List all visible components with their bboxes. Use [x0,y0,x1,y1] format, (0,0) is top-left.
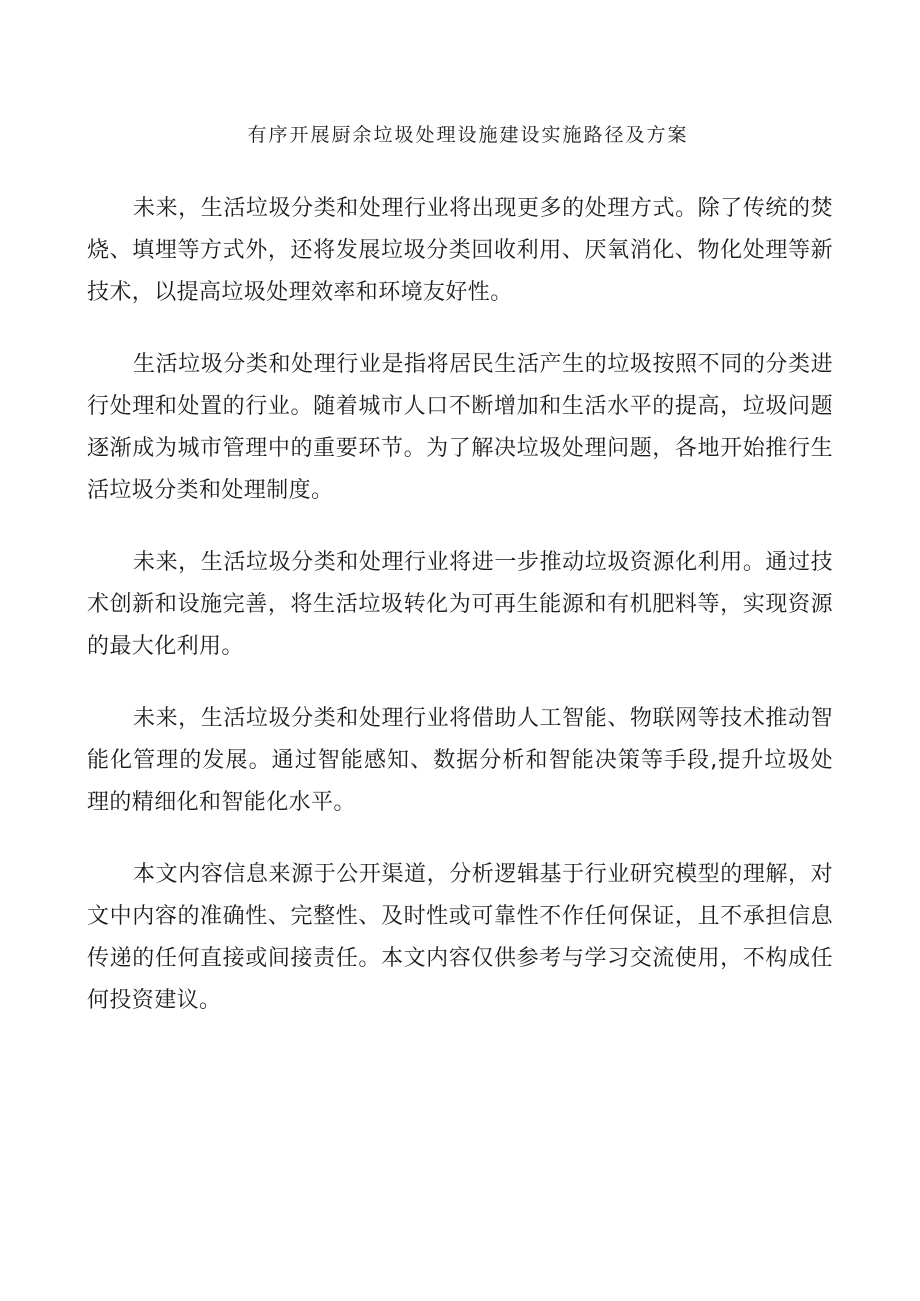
document-page [87,122,833,1052]
paragraph-disclaimer: 本文内容信息来源于公开渠道，分析逻辑基于行业研究模型的理解，对文中内容的准确性、完整性、及时性或可靠性不作任何保证，且不承担信息传递的任何直接或间接责任。本文内容仅供参考与学习交流使用，不构成任何投资建议。 [87,862,833,1013]
paragraph-future-methods: 未来，生活垃圾分类和处理行业将出现更多的处理方式。除了传统的焚烧、填埋等方式外，还将发展垃圾分类回收利用、厌氧消化、物化处理等新技术，以提高垃圾处理效率和环境友好性。 [87,196,833,305]
document-title: 有序开展厨余垃圾处理设施建设实施路径及方案 [247,124,689,146]
paragraph-resource-utilization: 未来，生活垃圾分类和处理行业将进一步推动垃圾资源化利用。通过技术创新和设施完善，将生活垃圾转化为可再生能源和有机肥料等，实现资源的最大化利用。 [87,550,833,659]
paragraph-industry-definition: 生活垃圾分类和处理行业是指将居民生活产生的垃圾按照不同的分类进行处理和处置的行业。随着城市人口不断增加和生活水平的提高，垃圾问题逐渐成为城市管理中的重要环节。为了解决垃圾处理问题，各地开始推行生活垃圾分类和处理制度。 [87,352,833,503]
paragraph-smart-management: 未来，生活垃圾分类和处理行业将借助人工智能、物联网等技术推动智能化管理的发展。通过智能感知、数据分析和智能决策等手段,提升垃圾处理的精细化和智能化水平。 [87,706,833,815]
